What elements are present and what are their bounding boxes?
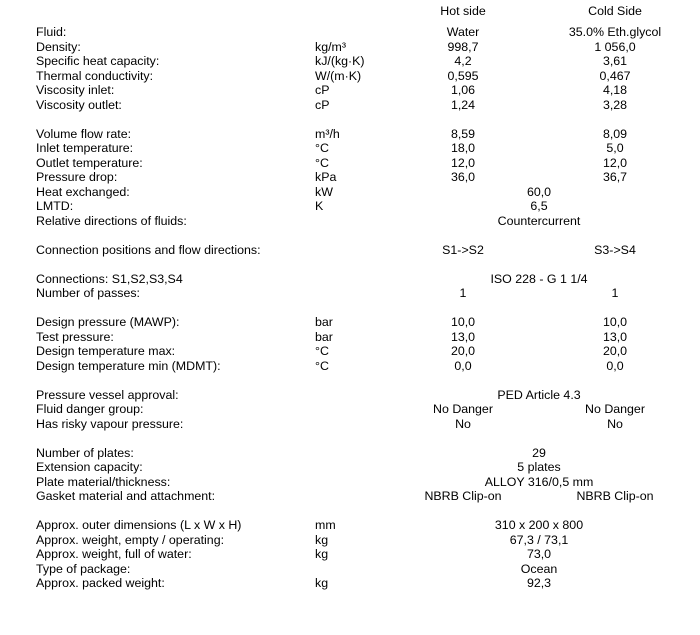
row-label: Pressure vessel approval: — [36, 387, 179, 402]
packed-weight-row — [0, 576, 700, 591]
shared-value: Countercurrent — [497, 213, 581, 228]
fluid-danger-group-row — [0, 402, 700, 417]
row-label: Inlet temperature: — [36, 141, 134, 155]
row-unit: K — [315, 199, 324, 213]
cold-value: S3->S4 — [594, 242, 636, 257]
hot-value: 10,0 — [450, 315, 476, 329]
hot-side-header: Hot side — [440, 4, 486, 18]
hot-value: 36,0 — [450, 170, 476, 184]
row-label: Viscosity inlet: — [36, 83, 115, 97]
cold-value: 35.0% Eth.glycol — [568, 25, 662, 39]
outer-dimensions-row — [0, 518, 700, 533]
shared-value: 92,3 — [526, 576, 552, 590]
row-label: Type of package: — [36, 561, 131, 576]
row-unit: °C — [315, 141, 329, 155]
hot-value: Water — [446, 25, 480, 39]
shared-value: 67,3 / 73,1 — [509, 532, 569, 547]
hot-value: No Danger — [433, 402, 493, 416]
cold-value: 5,0 — [606, 141, 624, 155]
row-label: Volume flow rate: — [36, 126, 132, 141]
thermal-conductivity-row — [0, 69, 700, 84]
hot-value: S1->S2 — [442, 242, 484, 257]
test-pressure-row — [0, 330, 700, 345]
cold-value: 0,467 — [599, 68, 631, 83]
pressure-drop-row — [0, 170, 700, 185]
row-label: Approx. weight, full of water: — [36, 547, 192, 561]
row-label: Approx. outer dimensions (L x W x H) — [36, 518, 242, 532]
fluid-row — [0, 25, 700, 40]
row-label: Viscosity outlet: — [36, 97, 122, 112]
shared-value: 6,5 — [530, 199, 548, 213]
shared-value: Ocean — [520, 561, 558, 576]
hot-value: 0,0 — [454, 358, 472, 373]
cold-value: 36,7 — [602, 170, 628, 184]
row-unit: kg — [315, 576, 329, 590]
hot-value: 0,595 — [447, 68, 479, 83]
row-label: Fluid danger group: — [36, 402, 144, 416]
cold-value: 3,61 — [602, 54, 628, 68]
row-label: Relative directions of fluids: — [36, 213, 187, 228]
row-unit: °C — [315, 344, 329, 358]
cold-value: No — [607, 416, 623, 431]
viscosity-outlet-row — [0, 98, 700, 113]
row-label: Plate material/thickness: — [36, 474, 171, 489]
cold-value: 13,0 — [602, 329, 628, 344]
row-unit: kW — [315, 184, 333, 199]
hot-value: 998,7 — [447, 39, 479, 54]
row-unit: mm — [315, 518, 336, 532]
row-label: Test pressure: — [36, 329, 114, 344]
cold-value: 0,0 — [606, 358, 624, 373]
row-unit: W/(m·K) — [315, 68, 362, 83]
hot-value: 18,0 — [450, 141, 476, 155]
hot-value: 12,0 — [450, 155, 476, 170]
row-unit: bar — [315, 315, 333, 329]
package-type-row — [0, 562, 700, 577]
design-temperature-max-row — [0, 344, 700, 359]
row-label: Connections: S1,S2,S3,S4 — [36, 271, 183, 286]
weight-full-row — [0, 547, 700, 562]
cold-side-header: Cold Side — [588, 4, 642, 18]
row-unit: cP — [315, 97, 330, 112]
density-row — [0, 40, 700, 55]
row-label: Design pressure (MAWP): — [36, 315, 180, 329]
design-temperature-min-row — [0, 359, 700, 374]
inlet-temperature-row — [0, 141, 700, 156]
viscosity-inlet-row — [0, 83, 700, 98]
row-unit: cP — [315, 83, 330, 97]
hot-value: 1 — [459, 286, 467, 300]
outlet-temperature-row — [0, 156, 700, 171]
plate-material-row — [0, 475, 700, 490]
hot-value: 13,0 — [450, 329, 476, 344]
row-unit: bar — [315, 329, 333, 344]
row-label: Design temperature min (MDMT): — [36, 358, 221, 373]
hot-value: 8,59 — [450, 126, 476, 141]
row-label: Number of plates: — [36, 445, 134, 460]
cold-value: 12,0 — [602, 155, 628, 170]
hot-value: No — [455, 416, 471, 431]
cold-value: 20,0 — [602, 344, 628, 358]
cold-value: 4,18 — [602, 83, 628, 97]
shared-value: ALLOY 316/0,5 mm — [484, 474, 594, 489]
design-pressure-row — [0, 315, 700, 330]
row-unit: kg — [315, 532, 329, 547]
extension-capacity-row — [0, 460, 700, 475]
row-label: Pressure drop: — [36, 170, 118, 184]
row-label: Fluid: — [36, 25, 67, 39]
shared-value: PED Article 4.3 — [497, 387, 581, 402]
shared-value: 73,0 — [526, 547, 552, 561]
row-unit: kPa — [315, 170, 337, 184]
relative-directions-row — [0, 214, 700, 229]
row-label: Design temperature max: — [36, 344, 176, 358]
row-unit: kg — [315, 547, 329, 561]
shared-value: 5 plates — [517, 460, 561, 474]
row-label: Outlet temperature: — [36, 155, 143, 170]
row-label: Gasket material and attachment: — [36, 489, 216, 503]
hot-value: 1,24 — [450, 97, 476, 112]
shared-value: 310 x 200 x 800 — [494, 518, 584, 532]
hot-value: 4,2 — [454, 54, 472, 68]
hot-value: 1,06 — [450, 83, 476, 97]
connections-row — [0, 272, 700, 287]
row-label: Extension capacity: — [36, 460, 143, 474]
row-label: Specific heat capacity: — [36, 54, 160, 68]
row-label: Connection positions and flow directions: — [36, 242, 261, 257]
row-unit: kJ/(kg·K) — [315, 54, 365, 68]
row-label: Has risky vapour pressure: — [36, 416, 184, 431]
pressure-vessel-approval-row — [0, 388, 700, 403]
hot-value: NBRB Clip-on — [424, 489, 502, 503]
number-of-plates-row — [0, 446, 700, 461]
row-label: Density: — [36, 39, 81, 54]
lmtd-row — [0, 199, 700, 214]
cold-value: NBRB Clip-on — [576, 489, 654, 503]
hot-value: 20,0 — [450, 344, 476, 358]
row-label: Approx. packed weight: — [36, 576, 165, 590]
row-unit: kg/m³ — [315, 39, 346, 54]
row-label: Approx. weight, empty / operating: — [36, 532, 225, 547]
row-label: LMTD: — [36, 199, 74, 213]
row-label: Number of passes: — [36, 286, 140, 300]
heat-exchanged-row — [0, 185, 700, 200]
risky-vapour-pressure-row — [0, 417, 700, 432]
cold-value: 1 — [611, 286, 619, 300]
row-unit: °C — [315, 155, 329, 170]
connection-positions-row — [0, 243, 700, 258]
cold-value: 3,28 — [602, 97, 628, 112]
cold-value: 10,0 — [602, 315, 628, 329]
row-unit: m³/h — [315, 126, 340, 141]
specific-heat-row — [0, 54, 700, 69]
number-of-passes-row — [0, 286, 700, 301]
row-label: Thermal conductivity: — [36, 68, 154, 83]
shared-value: ISO 228 - G 1 1/4 — [490, 271, 588, 286]
cold-value: No Danger — [585, 402, 645, 416]
gasket-material-row — [0, 489, 700, 504]
weight-empty-operating-row — [0, 533, 700, 548]
row-label: Heat exchanged: — [36, 184, 130, 199]
row-unit: °C — [315, 358, 329, 373]
volume-flow-row — [0, 127, 700, 142]
shared-value: 29 — [532, 445, 546, 460]
cold-value: 8,09 — [602, 126, 628, 141]
cold-value: 1 056,0 — [594, 39, 636, 54]
shared-value: 60,0 — [526, 184, 552, 199]
